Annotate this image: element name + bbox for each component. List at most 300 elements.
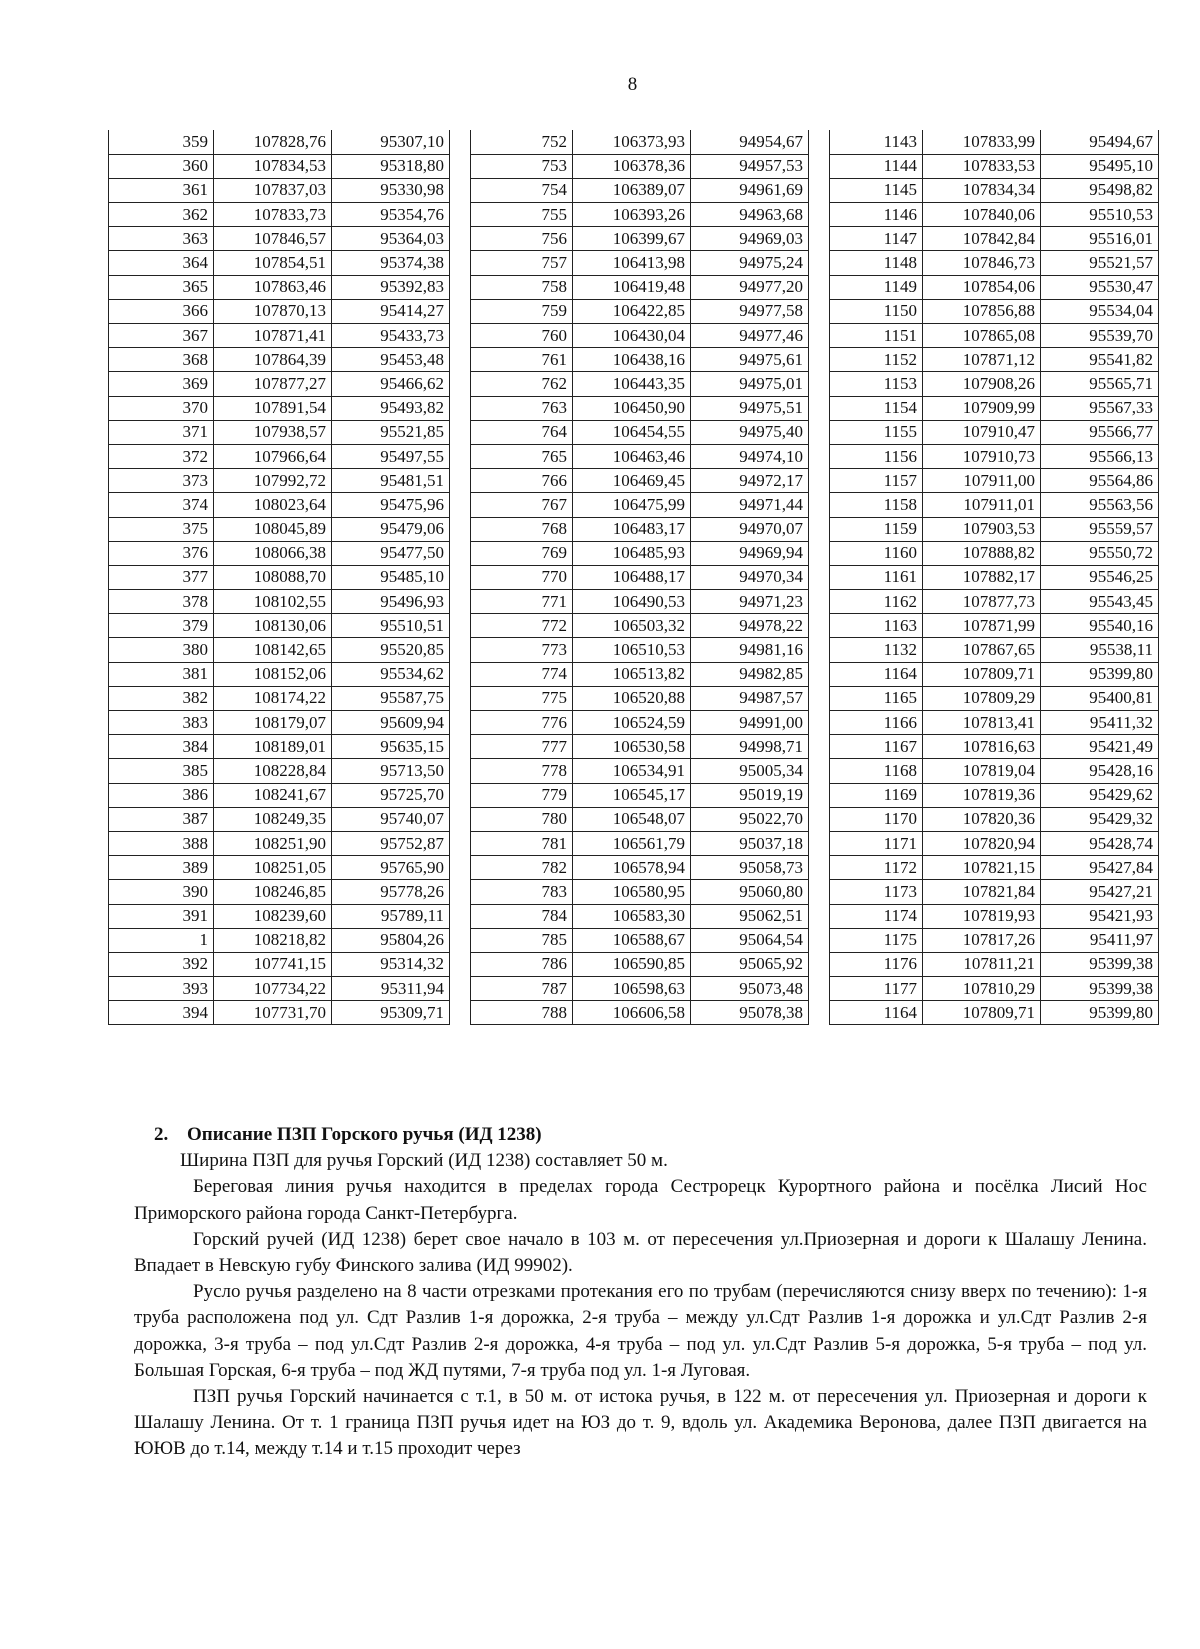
table-row — [830, 565, 1159, 589]
x-coordinate-cell: 106422,85 — [573, 299, 691, 323]
y-coordinate-cell: 95559,57 — [1041, 517, 1159, 541]
x-coordinate-cell: 107819,04 — [923, 759, 1041, 783]
y-coordinate-cell: 95539,70 — [1041, 324, 1159, 348]
x-coordinate-cell: 107834,53 — [214, 154, 332, 178]
point-number-cell: 386 — [109, 783, 214, 807]
point-number-cell: 377 — [109, 565, 214, 589]
y-coordinate-cell: 95414,27 — [332, 299, 450, 323]
table-row — [109, 759, 450, 783]
table-row — [471, 299, 809, 323]
y-coordinate-cell: 95428,16 — [1041, 759, 1159, 783]
y-coordinate-cell: 94957,53 — [691, 154, 809, 178]
table-row — [830, 759, 1159, 783]
point-number-cell: 785 — [471, 928, 573, 952]
y-coordinate-cell: 95399,38 — [1041, 952, 1159, 976]
y-coordinate-cell: 95563,56 — [1041, 493, 1159, 517]
x-coordinate-cell: 107865,08 — [923, 324, 1041, 348]
table-row — [830, 154, 1159, 178]
y-coordinate-cell: 95609,94 — [332, 711, 450, 735]
point-number-cell: 753 — [471, 154, 573, 178]
table-row — [471, 251, 809, 275]
point-number-cell: 764 — [471, 420, 573, 444]
point-number-cell: 1144 — [830, 154, 923, 178]
x-coordinate-cell: 106419,48 — [573, 275, 691, 299]
y-coordinate-cell: 95466,62 — [332, 372, 450, 396]
x-coordinate-cell: 107938,57 — [214, 420, 332, 444]
x-coordinate-cell: 106580,95 — [573, 880, 691, 904]
x-coordinate-cell: 106393,26 — [573, 203, 691, 227]
x-coordinate-cell: 107911,01 — [923, 493, 1041, 517]
x-coordinate-cell: 108251,05 — [214, 856, 332, 880]
y-coordinate-cell: 95019,19 — [691, 783, 809, 807]
y-coordinate-cell: 94971,23 — [691, 590, 809, 614]
point-number-cell: 774 — [471, 662, 573, 686]
point-number-cell: 772 — [471, 614, 573, 638]
x-coordinate-cell: 108102,55 — [214, 590, 332, 614]
table-row — [471, 638, 809, 662]
y-coordinate-cell: 94975,61 — [691, 348, 809, 372]
x-coordinate-cell: 107908,26 — [923, 372, 1041, 396]
x-coordinate-cell: 106389,07 — [573, 178, 691, 202]
table-row — [830, 880, 1159, 904]
point-number-cell: 1 — [109, 928, 214, 952]
y-coordinate-cell: 95411,97 — [1041, 928, 1159, 952]
table-row — [471, 735, 809, 759]
section-title: Описание ПЗП Горского ручья (ИД 1238) — [187, 1124, 542, 1145]
table-row — [109, 904, 450, 928]
point-number-cell: 379 — [109, 614, 214, 638]
y-coordinate-cell: 95311,94 — [332, 977, 450, 1001]
point-number-cell: 1155 — [830, 420, 923, 444]
y-coordinate-cell: 95399,80 — [1041, 1001, 1159, 1025]
x-coordinate-cell: 106561,79 — [573, 831, 691, 855]
y-coordinate-cell: 95520,85 — [332, 638, 450, 662]
point-number-cell: 1146 — [830, 203, 923, 227]
table-row — [109, 227, 450, 251]
table-row — [471, 880, 809, 904]
table-row — [109, 444, 450, 468]
point-number-cell: 1157 — [830, 469, 923, 493]
x-coordinate-cell: 107877,27 — [214, 372, 332, 396]
y-coordinate-cell: 95421,49 — [1041, 735, 1159, 759]
x-coordinate-cell: 108045,89 — [214, 517, 332, 541]
y-coordinate-cell: 95428,74 — [1041, 831, 1159, 855]
table-row — [109, 638, 450, 662]
point-number-cell: 763 — [471, 396, 573, 420]
x-coordinate-cell: 108228,84 — [214, 759, 332, 783]
y-coordinate-cell: 95330,98 — [332, 178, 450, 202]
x-coordinate-cell: 106548,07 — [573, 807, 691, 831]
point-number-cell: 389 — [109, 856, 214, 880]
table-row — [471, 928, 809, 952]
x-coordinate-cell: 107870,13 — [214, 299, 332, 323]
y-coordinate-cell: 95374,38 — [332, 251, 450, 275]
x-coordinate-cell: 107863,46 — [214, 275, 332, 299]
y-coordinate-cell: 95309,71 — [332, 1001, 450, 1025]
y-coordinate-cell: 95073,48 — [691, 977, 809, 1001]
table-row — [830, 662, 1159, 686]
point-number-cell: 376 — [109, 541, 214, 565]
table-row — [471, 759, 809, 783]
x-coordinate-cell: 107854,06 — [923, 275, 1041, 299]
y-coordinate-cell: 95399,80 — [1041, 662, 1159, 686]
x-coordinate-cell: 108066,38 — [214, 541, 332, 565]
x-coordinate-cell: 107966,64 — [214, 444, 332, 468]
point-number-cell: 366 — [109, 299, 214, 323]
point-number-cell: 381 — [109, 662, 214, 686]
table-row — [109, 952, 450, 976]
point-number-cell: 1148 — [830, 251, 923, 275]
y-coordinate-cell: 95421,93 — [1041, 904, 1159, 928]
x-coordinate-cell: 106413,98 — [573, 251, 691, 275]
table-row — [471, 711, 809, 735]
point-number-cell: 387 — [109, 807, 214, 831]
point-number-cell: 769 — [471, 541, 573, 565]
y-coordinate-cell: 95058,73 — [691, 856, 809, 880]
table-row — [109, 807, 450, 831]
table-row — [471, 783, 809, 807]
table-row — [109, 203, 450, 227]
y-coordinate-cell: 95485,10 — [332, 565, 450, 589]
table-row — [109, 372, 450, 396]
table-row — [830, 686, 1159, 710]
y-coordinate-cell: 95364,03 — [332, 227, 450, 251]
y-coordinate-cell: 94975,24 — [691, 251, 809, 275]
point-number-cell: 390 — [109, 880, 214, 904]
x-coordinate-cell: 107864,39 — [214, 348, 332, 372]
y-coordinate-cell: 94970,34 — [691, 565, 809, 589]
table-row — [830, 590, 1159, 614]
point-number-cell: 374 — [109, 493, 214, 517]
y-coordinate-cell: 95789,11 — [332, 904, 450, 928]
point-number-cell: 781 — [471, 831, 573, 855]
table-row — [109, 880, 450, 904]
x-coordinate-cell: 107903,53 — [923, 517, 1041, 541]
point-number-cell: 383 — [109, 711, 214, 735]
point-number-cell: 766 — [471, 469, 573, 493]
x-coordinate-cell: 107871,12 — [923, 348, 1041, 372]
point-number-cell: 752 — [471, 130, 573, 154]
y-coordinate-cell: 94991,00 — [691, 711, 809, 735]
y-coordinate-cell: 95752,87 — [332, 831, 450, 855]
y-coordinate-cell: 95411,32 — [1041, 711, 1159, 735]
y-coordinate-cell: 95005,34 — [691, 759, 809, 783]
y-coordinate-cell: 95565,71 — [1041, 372, 1159, 396]
x-coordinate-cell: 108179,07 — [214, 711, 332, 735]
point-number-cell: 1145 — [830, 178, 923, 202]
point-number-cell: 762 — [471, 372, 573, 396]
point-number-cell: 783 — [471, 880, 573, 904]
table-row — [471, 614, 809, 638]
table-row — [471, 444, 809, 468]
x-coordinate-cell: 108241,67 — [214, 783, 332, 807]
table-row — [471, 493, 809, 517]
y-coordinate-cell: 94963,68 — [691, 203, 809, 227]
point-number-cell: 1165 — [830, 686, 923, 710]
table-row — [109, 711, 450, 735]
paragraph-boundary: ПЗП ручья Горский начинается с т.1, в 50 м. от истока ручья, в 122 м. от пересечения ул. Приозерная и дороги к Шалашу Ленина. От т. 1 граница ПЗП ручья идет на ЮЗ до т. 9, вдоль ул. Академика Веронова, далее ПЗП двигается на ЮЮВ до т.14, между т.14 и т.15 проходит через — [134, 1386, 1147, 1460]
y-coordinate-cell: 95725,70 — [332, 783, 450, 807]
y-coordinate-cell: 95314,32 — [332, 952, 450, 976]
point-number-cell: 388 — [109, 831, 214, 855]
point-number-cell: 1177 — [830, 977, 923, 1001]
y-coordinate-cell: 94998,71 — [691, 735, 809, 759]
y-coordinate-cell: 95494,67 — [1041, 130, 1159, 154]
x-coordinate-cell: 107877,73 — [923, 590, 1041, 614]
x-coordinate-cell: 107820,36 — [923, 807, 1041, 831]
table-row — [471, 203, 809, 227]
point-number-cell: 1166 — [830, 711, 923, 735]
x-coordinate-cell: 107734,22 — [214, 977, 332, 1001]
y-coordinate-cell: 95541,82 — [1041, 348, 1159, 372]
point-number-cell: 372 — [109, 444, 214, 468]
x-coordinate-cell: 107741,15 — [214, 952, 332, 976]
y-coordinate-cell: 95399,38 — [1041, 977, 1159, 1001]
table-row — [109, 396, 450, 420]
table-row — [830, 420, 1159, 444]
table-row — [471, 324, 809, 348]
table-row — [830, 904, 1159, 928]
point-number-cell: 779 — [471, 783, 573, 807]
table-row — [830, 517, 1159, 541]
table-row — [830, 203, 1159, 227]
point-number-cell: 1147 — [830, 227, 923, 251]
point-number-cell: 773 — [471, 638, 573, 662]
point-number-cell: 1151 — [830, 324, 923, 348]
x-coordinate-cell: 106510,53 — [573, 638, 691, 662]
table-row — [109, 1001, 450, 1025]
point-number-cell: 788 — [471, 1001, 573, 1025]
y-coordinate-cell: 95060,80 — [691, 880, 809, 904]
x-coordinate-cell: 108249,35 — [214, 807, 332, 831]
point-number-cell: 394 — [109, 1001, 214, 1025]
y-coordinate-cell: 95078,38 — [691, 1001, 809, 1025]
point-number-cell: 393 — [109, 977, 214, 1001]
x-coordinate-cell: 107891,54 — [214, 396, 332, 420]
table-row — [109, 299, 450, 323]
point-number-cell: 1143 — [830, 130, 923, 154]
y-coordinate-cell: 95495,10 — [1041, 154, 1159, 178]
point-number-cell: 780 — [471, 807, 573, 831]
table-row — [471, 469, 809, 493]
table-row — [109, 928, 450, 952]
table-row — [471, 590, 809, 614]
point-number-cell: 1169 — [830, 783, 923, 807]
table-row — [109, 275, 450, 299]
x-coordinate-cell: 107810,29 — [923, 977, 1041, 1001]
paragraph-shoreline: Береговая линия ручья находится в пределах города Сестрорецк Курортного района и посёлка Лисий Нос Приморского района города Санкт-Петербурга. — [134, 1176, 1147, 1224]
coordinates-table-3 — [829, 130, 1159, 1025]
table-row — [109, 324, 450, 348]
y-coordinate-cell: 95498,82 — [1041, 178, 1159, 202]
x-coordinate-cell: 106485,93 — [573, 541, 691, 565]
table-row — [109, 686, 450, 710]
point-number-cell: 1170 — [830, 807, 923, 831]
table-row — [109, 856, 450, 880]
x-coordinate-cell: 107846,57 — [214, 227, 332, 251]
y-coordinate-cell: 94978,22 — [691, 614, 809, 638]
table-row — [109, 420, 450, 444]
table-row — [830, 372, 1159, 396]
table-row — [830, 977, 1159, 1001]
x-coordinate-cell: 106583,30 — [573, 904, 691, 928]
x-coordinate-cell: 107809,71 — [923, 662, 1041, 686]
x-coordinate-cell: 107842,84 — [923, 227, 1041, 251]
point-number-cell: 755 — [471, 203, 573, 227]
x-coordinate-cell: 106463,46 — [573, 444, 691, 468]
x-coordinate-cell: 108218,82 — [214, 928, 332, 952]
table-row — [830, 348, 1159, 372]
y-coordinate-cell: 95564,86 — [1041, 469, 1159, 493]
point-number-cell: 1164 — [830, 1001, 923, 1025]
x-coordinate-cell: 106378,36 — [573, 154, 691, 178]
y-coordinate-cell: 94971,44 — [691, 493, 809, 517]
y-coordinate-cell: 94975,01 — [691, 372, 809, 396]
point-number-cell: 1172 — [830, 856, 923, 880]
point-number-cell: 1150 — [830, 299, 923, 323]
y-coordinate-cell: 95453,48 — [332, 348, 450, 372]
x-coordinate-cell: 107846,73 — [923, 251, 1041, 275]
y-coordinate-cell: 95521,57 — [1041, 251, 1159, 275]
x-coordinate-cell: 107871,41 — [214, 324, 332, 348]
y-coordinate-cell: 94977,20 — [691, 275, 809, 299]
x-coordinate-cell: 107816,63 — [923, 735, 1041, 759]
point-number-cell: 1167 — [830, 735, 923, 759]
x-coordinate-cell: 107834,34 — [923, 178, 1041, 202]
table-row — [830, 952, 1159, 976]
x-coordinate-cell: 107992,72 — [214, 469, 332, 493]
x-coordinate-cell: 106488,17 — [573, 565, 691, 589]
table-row — [471, 662, 809, 686]
y-coordinate-cell: 95064,54 — [691, 928, 809, 952]
point-number-cell: 786 — [471, 952, 573, 976]
paragraph-width: Ширина ПЗП для ручья Горский (ИД 1238) составляет 50 м. — [180, 1150, 668, 1172]
y-coordinate-cell: 94961,69 — [691, 178, 809, 202]
table-row — [471, 130, 809, 154]
point-number-cell: 756 — [471, 227, 573, 251]
table-row — [471, 831, 809, 855]
x-coordinate-cell: 106578,94 — [573, 856, 691, 880]
point-number-cell: 776 — [471, 711, 573, 735]
y-coordinate-cell: 95804,26 — [332, 928, 450, 952]
coordinates-table-2 — [470, 130, 809, 1025]
x-coordinate-cell: 108130,06 — [214, 614, 332, 638]
point-number-cell: 768 — [471, 517, 573, 541]
table-row — [830, 783, 1159, 807]
table-row — [830, 638, 1159, 662]
point-number-cell: 1158 — [830, 493, 923, 517]
table-row — [471, 977, 809, 1001]
point-number-cell: 392 — [109, 952, 214, 976]
point-number-cell: 367 — [109, 324, 214, 348]
x-coordinate-cell: 106503,32 — [573, 614, 691, 638]
point-number-cell: 359 — [109, 130, 214, 154]
x-coordinate-cell: 106588,67 — [573, 928, 691, 952]
x-coordinate-cell: 106598,63 — [573, 977, 691, 1001]
point-number-cell: 760 — [471, 324, 573, 348]
table-row — [109, 735, 450, 759]
point-number-cell: 370 — [109, 396, 214, 420]
x-coordinate-cell: 108152,06 — [214, 662, 332, 686]
table-row — [109, 590, 450, 614]
table-row — [830, 614, 1159, 638]
point-number-cell: 770 — [471, 565, 573, 589]
y-coordinate-cell: 95354,76 — [332, 203, 450, 227]
point-number-cell: 1173 — [830, 880, 923, 904]
y-coordinate-cell: 95587,75 — [332, 686, 450, 710]
x-coordinate-cell: 106438,16 — [573, 348, 691, 372]
x-coordinate-cell: 107809,29 — [923, 686, 1041, 710]
point-number-cell: 369 — [109, 372, 214, 396]
x-coordinate-cell: 107867,65 — [923, 638, 1041, 662]
table-row — [830, 396, 1159, 420]
y-coordinate-cell: 94975,40 — [691, 420, 809, 444]
y-coordinate-cell: 95497,55 — [332, 444, 450, 468]
table-row — [471, 275, 809, 299]
x-coordinate-cell: 107817,26 — [923, 928, 1041, 952]
table-row — [471, 686, 809, 710]
point-number-cell: 373 — [109, 469, 214, 493]
paragraph-source: Горский ручей (ИД 1238) берет свое начало в 103 м. от пересечения ул.Приозерная и дороги к Шалашу Ленина. Впадает в Невскую губу Финского залива (ИД 99902). — [134, 1228, 1147, 1277]
point-number-cell: 375 — [109, 517, 214, 541]
x-coordinate-cell: 107909,99 — [923, 396, 1041, 420]
x-coordinate-cell: 107833,73 — [214, 203, 332, 227]
x-coordinate-cell: 108239,60 — [214, 904, 332, 928]
table-row — [109, 130, 450, 154]
y-coordinate-cell: 95477,50 — [332, 541, 450, 565]
table-row — [830, 493, 1159, 517]
y-coordinate-cell: 95635,15 — [332, 735, 450, 759]
y-coordinate-cell: 95433,73 — [332, 324, 450, 348]
point-number-cell: 1174 — [830, 904, 923, 928]
y-coordinate-cell: 94977,58 — [691, 299, 809, 323]
x-coordinate-cell: 107821,15 — [923, 856, 1041, 880]
table-row — [471, 154, 809, 178]
x-coordinate-cell: 106545,17 — [573, 783, 691, 807]
point-number-cell: 771 — [471, 590, 573, 614]
y-coordinate-cell: 94969,94 — [691, 541, 809, 565]
table-row — [471, 856, 809, 880]
x-coordinate-cell: 108174,22 — [214, 686, 332, 710]
point-number-cell: 1156 — [830, 444, 923, 468]
table-row — [109, 154, 450, 178]
point-number-cell: 391 — [109, 904, 214, 928]
point-number-cell: 382 — [109, 686, 214, 710]
x-coordinate-cell: 107854,51 — [214, 251, 332, 275]
x-coordinate-cell: 107811,21 — [923, 952, 1041, 976]
x-coordinate-cell: 106454,55 — [573, 420, 691, 444]
x-coordinate-cell: 108023,64 — [214, 493, 332, 517]
point-number-cell: 767 — [471, 493, 573, 517]
table-row — [471, 565, 809, 589]
y-coordinate-cell: 95510,53 — [1041, 203, 1159, 227]
x-coordinate-cell: 106524,59 — [573, 711, 691, 735]
point-number-cell: 360 — [109, 154, 214, 178]
table-row — [109, 614, 450, 638]
point-number-cell: 775 — [471, 686, 573, 710]
point-number-cell: 363 — [109, 227, 214, 251]
coordinates-table-1 — [108, 130, 450, 1025]
table-row — [830, 251, 1159, 275]
x-coordinate-cell: 108251,90 — [214, 831, 332, 855]
x-coordinate-cell: 107731,70 — [214, 1001, 332, 1025]
y-coordinate-cell: 95538,11 — [1041, 638, 1159, 662]
y-coordinate-cell: 95713,50 — [332, 759, 450, 783]
point-number-cell: 362 — [109, 203, 214, 227]
table-row — [830, 130, 1159, 154]
point-number-cell: 1160 — [830, 541, 923, 565]
y-coordinate-cell: 94974,10 — [691, 444, 809, 468]
